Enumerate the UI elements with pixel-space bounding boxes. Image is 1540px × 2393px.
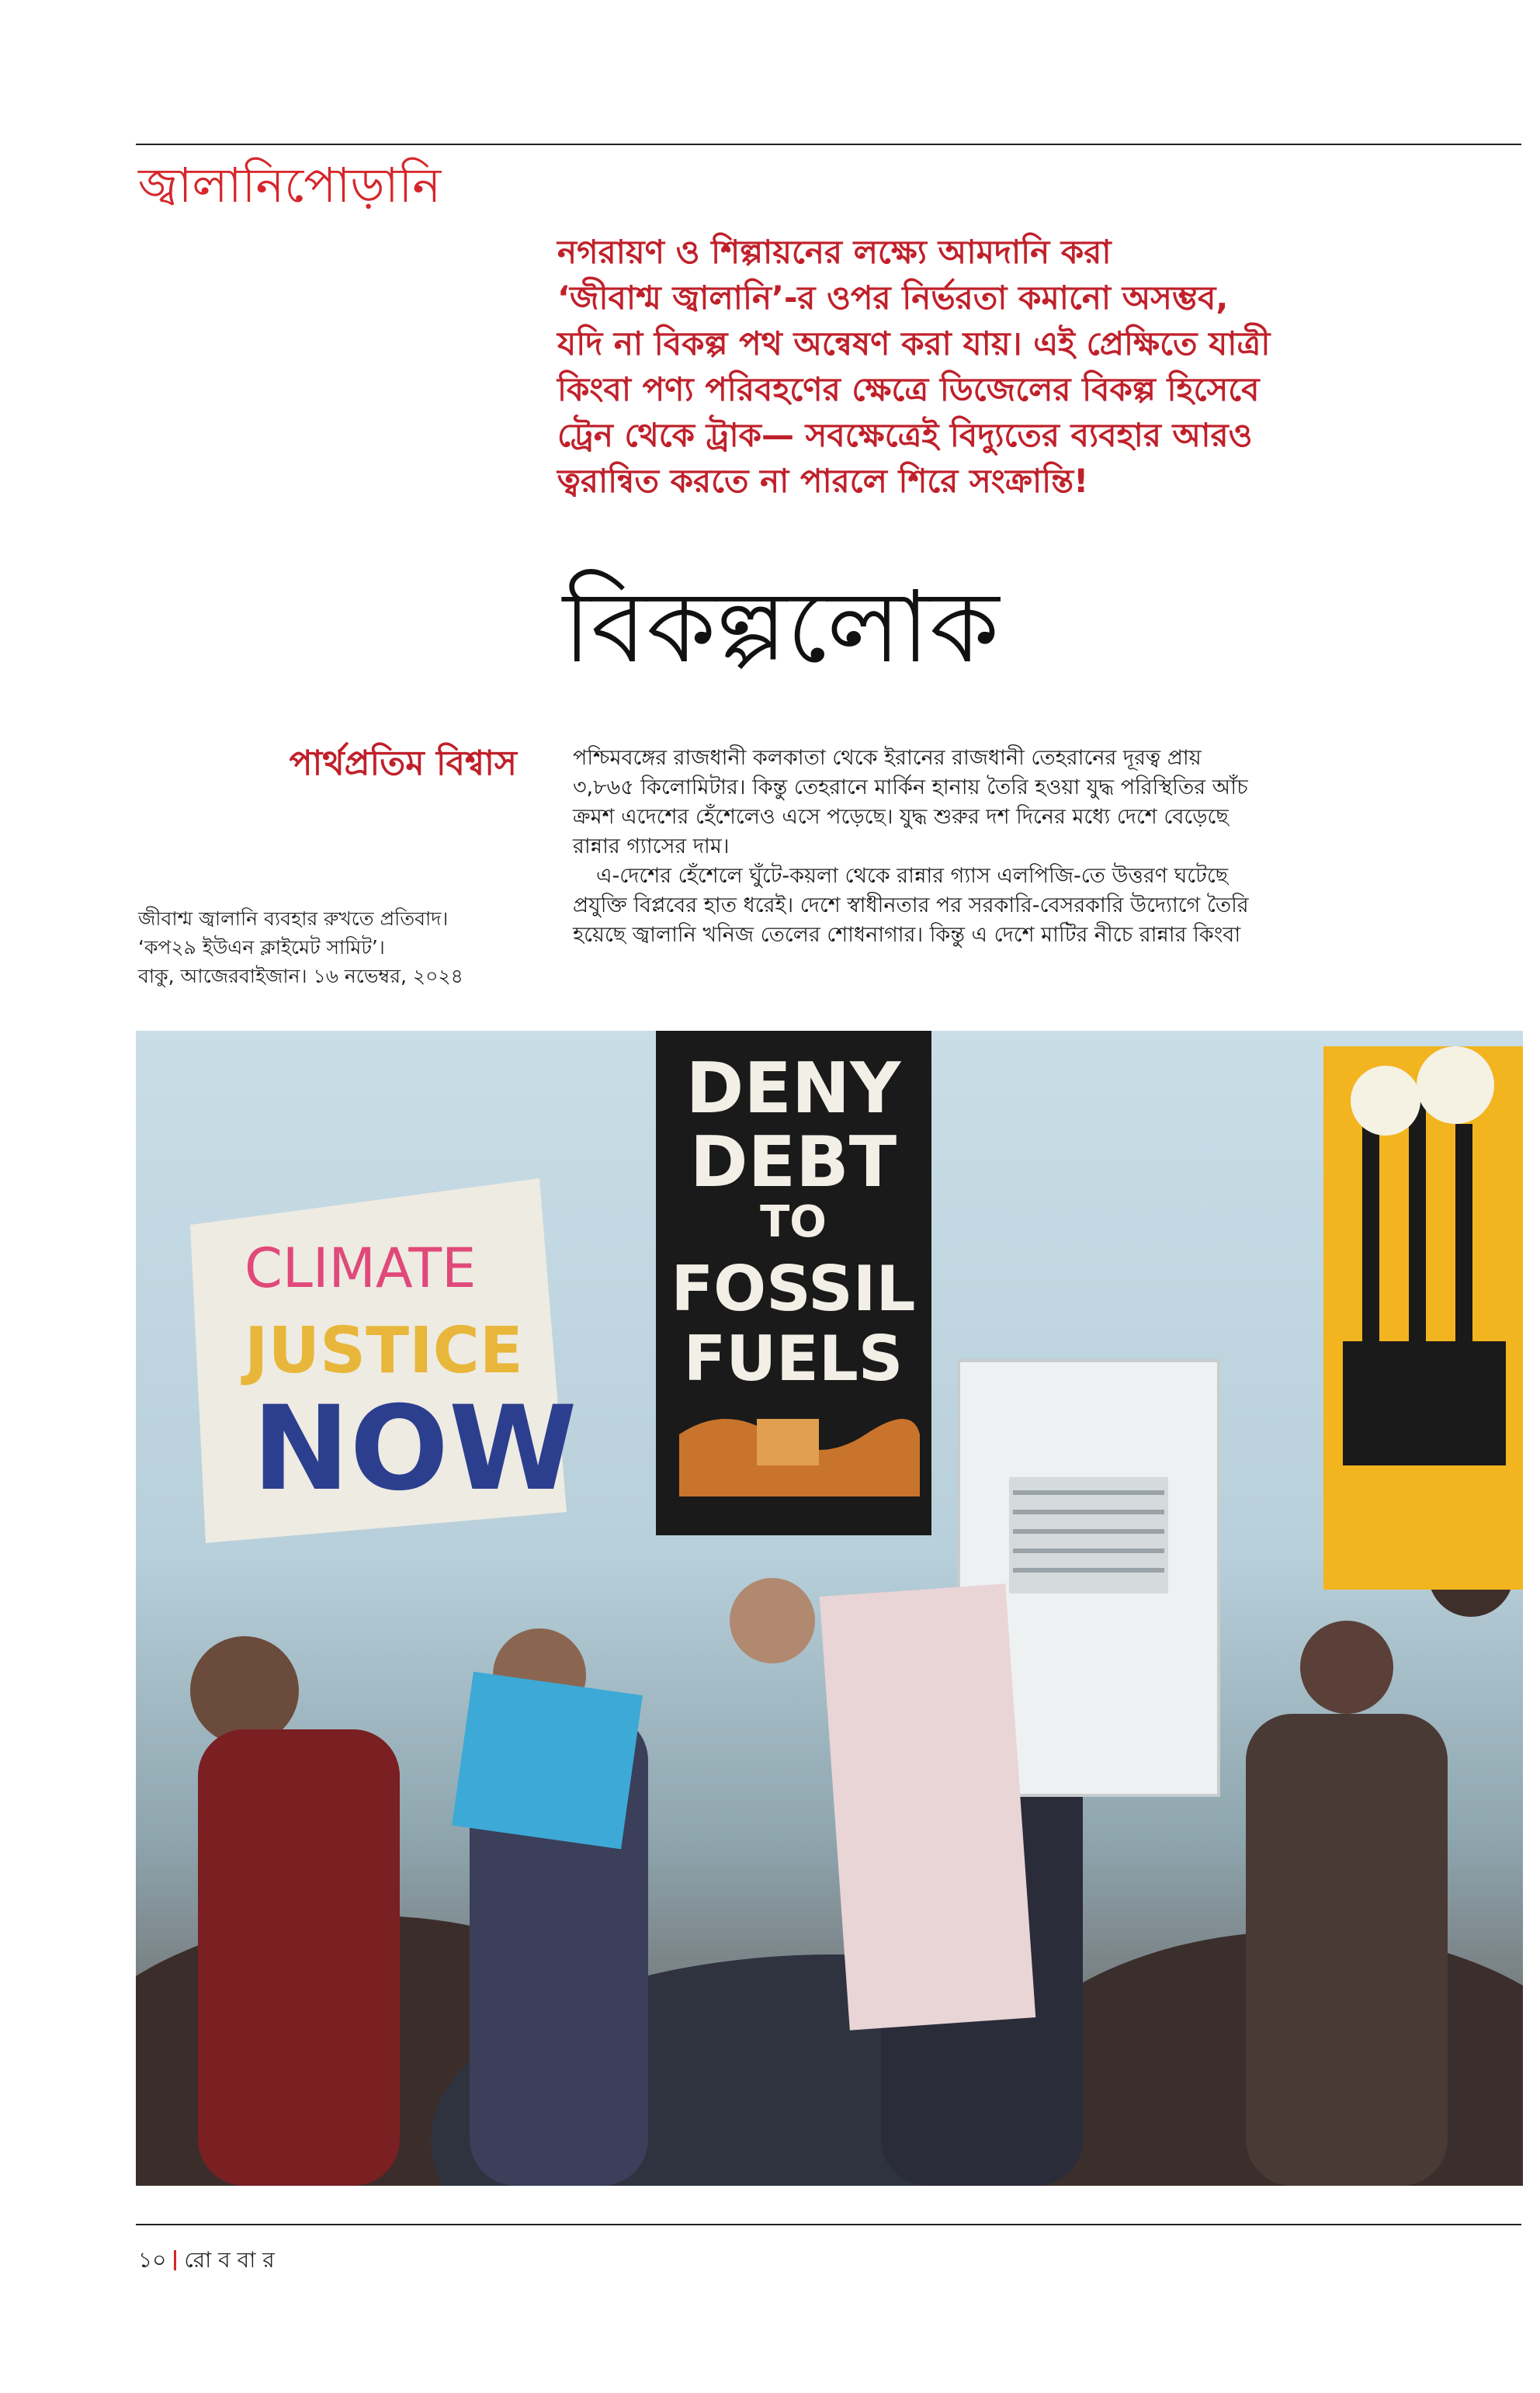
factory-banner: [1323, 1046, 1523, 1590]
deny-debt-banner: [656, 1031, 931, 1535]
page-number: ১০: [138, 2247, 167, 2273]
banner-word: FOSSIL: [671, 1253, 916, 1325]
pink-sign: [820, 1583, 1035, 2030]
body-line: পশ্চিমবঙ্গের রাজধানী কলকাতা থেকে ইরানের রাজধানী তেহরানের দূরত্ব প্রায়: [573, 746, 1202, 770]
folio: [138, 2243, 275, 2280]
body-line: হয়েছে জ্বালানি খনিজ তেলের শোধনাগার। কিন্তু এ দেশে মাটির নীচে রান্নার কিংবা: [573, 923, 1241, 947]
sign-word-now: NOW: [252, 1382, 578, 1517]
photo-caption: [138, 904, 503, 990]
banner-word: DEBT: [689, 1122, 897, 1203]
banner-word: DENY: [685, 1048, 901, 1129]
folio-divider: [174, 2250, 176, 2270]
byline: পার্থপ্রতিম বিশ্বাস: [289, 744, 517, 783]
standfirst-line: নগরায়ণ ও শিল্পায়নের লক্ষ্যে আমদানি করা: [557, 233, 1112, 271]
blue-sign: [452, 1672, 643, 1850]
top-rule: [136, 144, 1521, 145]
caption-line: বাকু, আজেরবাইজান। ১৬ নভেম্বর, ২০২৪: [138, 965, 463, 987]
climate-justice-sign: [190, 1178, 578, 1543]
protest-illustration: [136, 1031, 1523, 2186]
banner-word: TO: [760, 1197, 827, 1247]
standfirst-line: কিংবা পণ্য পরিবহণের ক্ষেত্রে ডিজেলের বিকল্প হিসেবে: [557, 370, 1260, 408]
caption-line: জীবাশ্ম জ্বালানি ব্যবহার রুখতে প্রতিবাদ।: [138, 907, 449, 930]
caption-line: ‘কপ২৯ ইউএন ক্লাইমেট সামিট’।: [138, 936, 385, 959]
body-line: রান্নার গ্যাসের দাম।: [573, 834, 730, 858]
standfirst-line: ট্রেন থেকে ট্রাক— সবক্ষেত্রেই বিদ্যুতের ব্যবহার আরও: [557, 416, 1253, 454]
section-label: জ্বালানিপোড়ানি: [138, 157, 442, 213]
article-headline: বিকল্পলোক: [563, 570, 1000, 685]
publication-name: রো ব বা র: [184, 2247, 275, 2273]
body-line: এ-দেশের হেঁশেলে ঘুঁটে-কয়লা থেকে রান্নার গ্যাস এলপিজি-তে উত্তরণ ঘটেছে: [596, 864, 1229, 888]
body-line: ৩,৮৬৫ কিলোমিটার। কিন্তু তেহরানে মার্কিন হানায় তৈরি হওয়া যুদ্ধ পরিস্থিতির আঁচ: [573, 775, 1248, 799]
sign-word-justice: JUSTICE: [245, 1314, 523, 1388]
article-body: [573, 744, 1434, 950]
standfirst-line: যদি না বিকল্প পথ অন্বেষণ করা যায়। এই প্রেক্ষিতে যাত্রী: [557, 324, 1271, 362]
standfirst: [557, 229, 1450, 504]
banner-word: FUELS: [683, 1323, 904, 1395]
body-line: ক্রমশ এদেশের হেঁশেলেও এসে পড়েছে। যুদ্ধ শুরুর দশ দিনের মধ্যে দেশে বেড়েছে: [573, 805, 1229, 829]
standfirst-line: ত্বরান্বিত করতে না পারলে শিরে সংক্রান্তি!: [557, 462, 1089, 500]
sign-word-climate: CLIMATE: [245, 1236, 477, 1300]
standfirst-line: ‘জীবাশ্ম জ্বালানি’-র ওপর নির্ভরতা কমানো অসম্ভব,: [557, 279, 1229, 317]
body-line: প্রযুক্তি বিপ্লবের হাত ধরেই। দেশে স্বাধীনতার পর সরকারি-বেসরকারি উদ্যোগে তৈরি: [573, 893, 1249, 917]
bottom-rule: [136, 2224, 1521, 2225]
protest-photo: [136, 1031, 1523, 2186]
